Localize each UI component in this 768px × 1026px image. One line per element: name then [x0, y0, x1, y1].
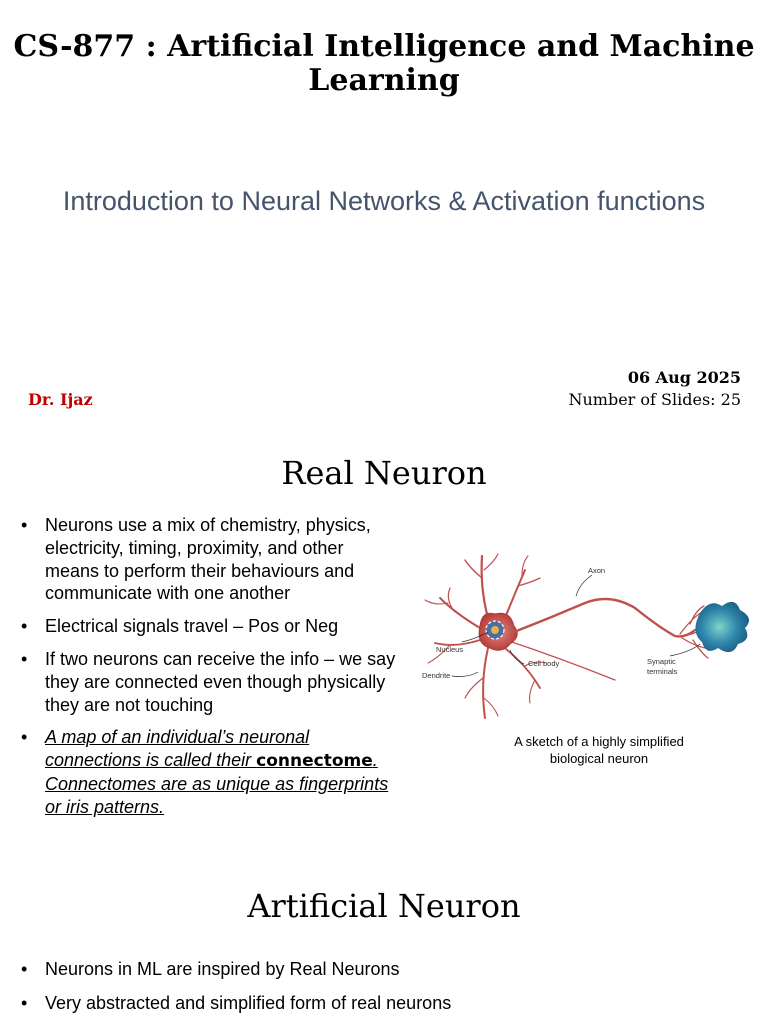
lecture-subtitle: Introduction to Neural Networks & Activation functions — [62, 186, 706, 216]
synaptic-terminals-label-line2: terminals — [647, 667, 678, 676]
course-title: CS-877 : Artificial Intelligence and Machine Learning — [13, 29, 755, 98]
section-title-artificial-neuron: Artificial Neuron — [247, 887, 521, 925]
bullet-item-connectome — [21, 726, 401, 818]
bullet-item: • Electrical signals travel – Pos or Neg — [21, 615, 401, 638]
connectome-sentence — [45, 727, 388, 816]
bullet-item: • If two neurons can receive the info – we say they are connected even though physically they are not touching — [21, 648, 401, 716]
figure-caption — [440, 733, 758, 767]
axon-shape — [514, 599, 695, 636]
connectome-keyword: connectome — [256, 751, 373, 772]
dendrite-label: Dendrite — [422, 671, 451, 680]
synaptic-terminals-label-line1: Synaptic — [647, 657, 676, 666]
nucleus-label: Nucleus — [436, 645, 464, 654]
section-title-real-neuron: Real Neuron — [281, 454, 487, 492]
nucleolus-shape — [491, 626, 499, 634]
target-cell-shape — [695, 602, 749, 652]
real-neuron-bullet-list — [21, 514, 401, 829]
bullet-item: • Neurons in ML are inspired by Real Neurons — [21, 958, 721, 981]
figure-caption-line2: biological neuron — [549, 751, 649, 766]
connectome-text-after: . Connectomes are as unique as fingerprints or iris patterns. — [45, 750, 389, 817]
bullet-item: • Neurons use a mix of chemistry, physics, electricity, timing, proximity, and other means to perform their behaviours and communicate with one another — [21, 514, 401, 605]
figure-caption-line1: A sketch of a highly simplified — [514, 734, 684, 749]
cell-body-label: Cell body — [528, 659, 560, 668]
connectome-text-before: A map of an individual’s neuronal connections is called their — [45, 727, 310, 771]
bullet-item: • Very abstracted and simplified form of real neurons — [21, 992, 721, 1015]
artificial-neuron-bullet-list — [21, 958, 721, 1026]
axon-label: Axon — [588, 566, 606, 575]
neuron-diagram — [410, 548, 755, 728]
instructor-name: Dr. Ijaz — [28, 390, 93, 409]
lecture-date: 06 Aug 2025 — [627, 368, 741, 387]
dendrites — [425, 554, 615, 718]
slide-count: Number of Slides: 25 — [568, 390, 741, 409]
